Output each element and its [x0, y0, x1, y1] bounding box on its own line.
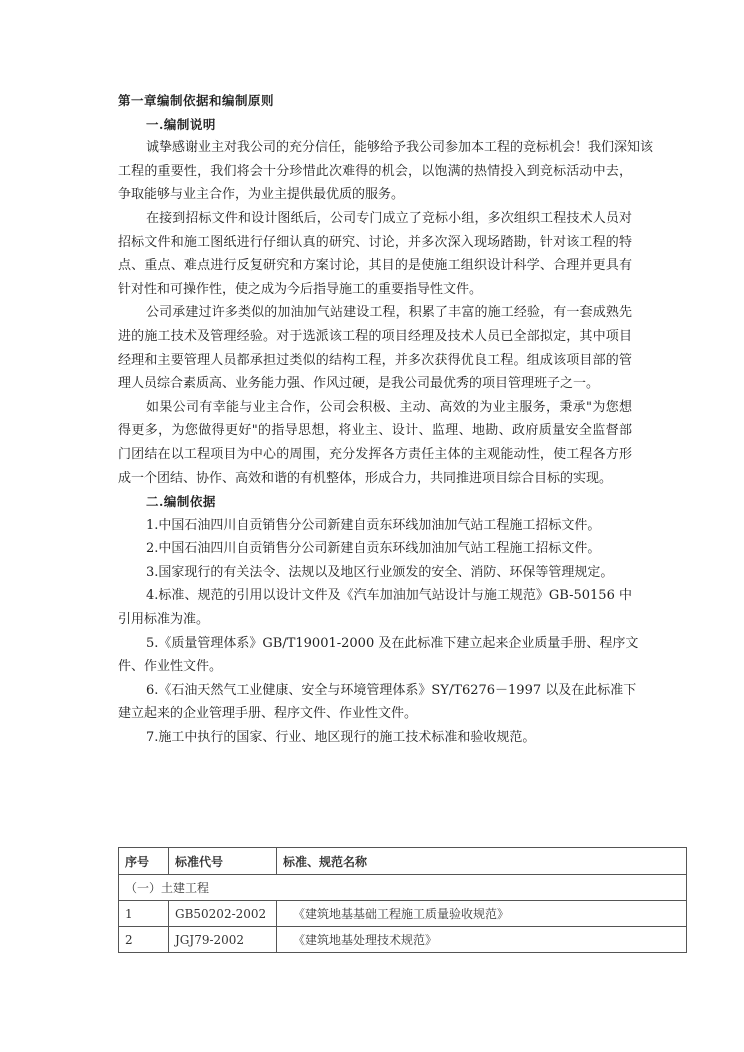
text-line: 1.中国石油四川自贡销售分公司新建自贡东环线加油加气站工程施工招标文件。 [146, 517, 601, 533]
row-index: 1 [119, 901, 169, 927]
row-name: 《建筑地基处理技术规范》 [277, 927, 687, 953]
list-item [118, 584, 632, 631]
list-item [118, 679, 637, 726]
list-item [118, 726, 632, 750]
document-body [118, 89, 654, 750]
text-line: 进的施工技术及管理经验。对于选派该工程的项目经理及技术人员已全部拟定，其中项目 [118, 328, 632, 344]
text-line: 4.标准、规范的引用以设计文件及《汽车加油加气站设计与施工规范》GB-50156 中 [146, 588, 632, 604]
text-line: 5.《质量管理体系》GB/T19001-2000 及在此标准下建立起来企业质量手册、程序文 [146, 635, 639, 651]
text-line: 2.中国石油四川自贡销售分公司新建自贡东环线加油加气站工程施工招标文件。 [146, 541, 601, 557]
table-section-row [119, 875, 687, 901]
text-line: 招标文件和施工图纸进行仔细认真的研究、讨论，并多次深入现场踏勘，针对该工程的特 [118, 234, 632, 250]
header-code: 标准代号 [169, 848, 277, 875]
table-row [119, 927, 687, 953]
text-line: 公司承建过许多类似的加油加气站建设工程，积累了丰富的施工经验，有一套成熟先 [146, 305, 632, 321]
paragraph [118, 136, 654, 207]
text-line: 点、重点、难点进行反复研究和方案讨论，其目的是使施工组织设计科学、合理并更具有 [118, 258, 632, 274]
text-line: 争取能够与业主合作，为业主提供最优质的服务。 [118, 187, 405, 203]
row-name: 《建筑地基基础工程施工质量验收规范》 [277, 901, 687, 927]
paragraph [118, 301, 632, 395]
list-item [118, 514, 632, 538]
text-line: 在接到招标文件和设计图纸后，公司专门成立了竞标小组，多次组织工程技术人员对 [146, 210, 632, 226]
section-1-paragraphs [118, 136, 654, 490]
standards-table [118, 847, 687, 953]
text-line: 建立起来的企业管理手册、程序文件、作业性文件。 [118, 706, 418, 722]
row-index: 2 [119, 927, 169, 953]
text-line: 7.施工中执行的国家、行业、地区现行的施工技术标准和验收规范。 [146, 730, 536, 746]
list-item [118, 537, 632, 561]
header-name: 标准、规范名称 [277, 848, 687, 875]
text-line: 成一个团结、协作、高效和谐的有机整体，形成合力，共同推进项目综合目标的实现。 [118, 470, 613, 486]
section-2-items [118, 514, 639, 750]
table-row [119, 901, 687, 927]
list-item [118, 561, 632, 585]
text-line: 理人员综合素质高、业务能力强、作风过硬，是我公司最优秀的项目管理班子之一。 [118, 376, 600, 392]
text-line: 如果公司有幸能与业主合作，公司会积极、主动、高效的为业主服务，秉承"为您想 [146, 399, 632, 415]
row-code: GB50202-2002 [169, 901, 277, 927]
section-label: （一）土建工程 [119, 875, 687, 901]
section-heading: 二.编制依据 [146, 494, 216, 510]
text-line: 6.《石油天然气工业健康、安全与环境管理体系》SY/T6276－1997 以及在此标准下 [146, 682, 637, 698]
paragraph [118, 207, 632, 301]
text-line: 件、作业性文件。 [118, 659, 223, 675]
text-line: 针对性和可操作性，使之成为今后指导施工的重要指导性文件。 [118, 281, 483, 297]
text-line: 引用标准为准。 [118, 612, 210, 628]
list-item [118, 632, 639, 679]
text-line: 得更多，为您做得更好"的指导思想，将业主、设计、监理、地勘、政府质量安全监督部 [118, 423, 632, 439]
section-heading: 一.编制说明 [146, 116, 216, 132]
chapter-title: 第一章编制依据和编制原则 [118, 93, 275, 108]
text-line: 诚挚感谢业主对我公司的充分信任，能够给予我公司参加本工程的竞标机会！我们深知该 [146, 140, 654, 156]
text-line: 门团结在以工程项目为中心的周围，充分发挥各方责任主体的主观能动性，使工程各方形 [118, 446, 632, 462]
text-line: 经理和主要管理人员都承担过类似的结构工程，并多次获得优良工程。组成该项目部的管 [118, 352, 632, 368]
row-code: JGJ79-2002 [169, 927, 277, 953]
paragraph [118, 396, 632, 490]
header-index: 序号 [119, 848, 169, 875]
table-header-row [119, 848, 687, 875]
text-line: 3.国家现行的有关法令、法规以及地区行业颁发的安全、消防、环保等管理规定。 [146, 564, 614, 580]
text-line: 工程的重要性，我们将会十分珍惜此次难得的机会，以饱满的热情投入到竞标活动中去， [118, 163, 632, 179]
